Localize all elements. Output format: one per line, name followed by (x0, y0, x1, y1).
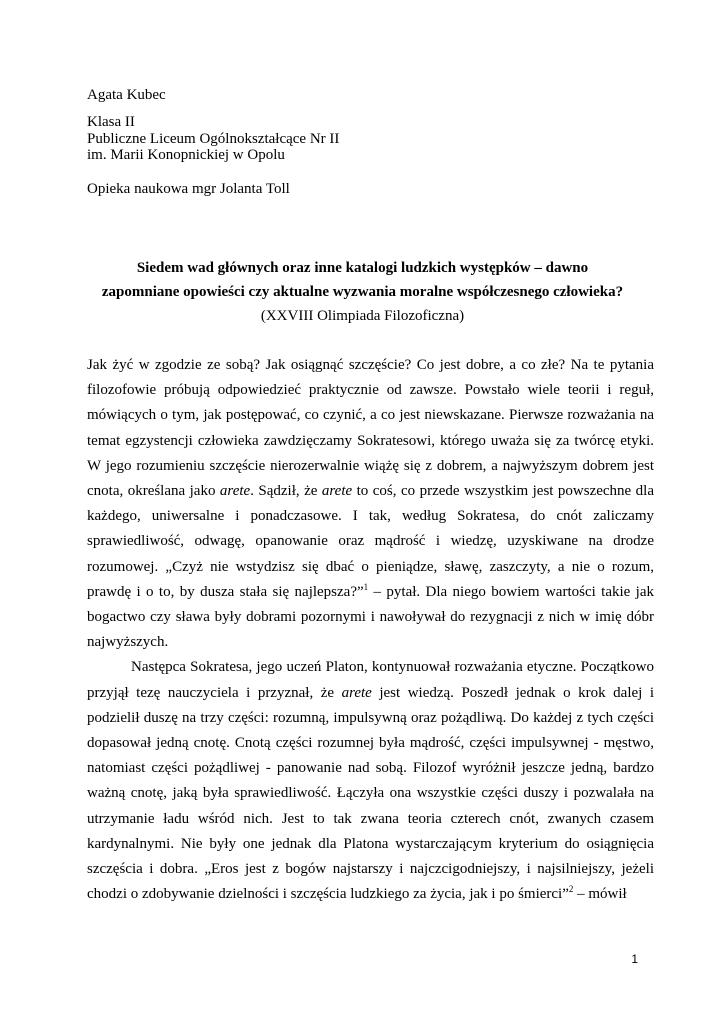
page-number: 1 (631, 952, 638, 966)
essay-title-line-1: Siedem wad głównych oraz inne katalogi ludzkich występków – dawno (136, 260, 589, 276)
text-run: Następca Sokratesa, jego uczeń Platon, kontynuował rozważania etyczne. Początkowo przyjął tezę nauczyciela i przyznał, że (87, 659, 654, 701)
text-run: jest wiedzą. Poszedł jednak o krok dalej i podzielił duszę na trzy części: rozumną, impulsywną oraz pożądliwą. Do każdej z tych części dopasował jedną cnotę. Cnotą części rozumnej była mądrość, części impulsywnej - męstwo, natomiast części pożądliwej - panowanie nad sobą. Filozof wyróżnił jeszcze jedną, bardzo ważną cnotę, jaką była sprawiedliwość. Łączyła ona wszystkie części duszy i pozwalała na utrzymanie ładu wśród nich. Jest to tak zwana teoria czterech cnót, zwanych czasem kardynalnymi. Nie były one jednak dla Platona wystarczającym kryterium do osiągnięcia szczęścia i dobra. „Eros jest z bogów najstarszy i najczcigodniejszy, i najsilniejszy, jeżeli chodzi o zdobywanie dzielności i szczęścia ludzkiego za życia, jak i po śmierci” (87, 684, 655, 903)
school-name: Publiczne Liceum Ogólnokształcące Nr II (87, 131, 340, 147)
text-run: to coś, co przede wszystkim jest powszechne dla każdego, uniwersalne i ponadczasowe. I tak, według Sokratesa, do cnót zaliczamy sprawiedliwość, odwagę, opanowanie oraz mądrość i wiedzę, uzyskiwane na drodze rozumowej. „Czyż nie wstydzisz się dbać o pieniądze, sławę, zaszczyty, a nie o rozum, prawdę i o to, by dusza stała się najlepsza?” (87, 483, 655, 600)
supervisor-line: Opieka naukowa mgr Jolanta Toll (87, 181, 290, 197)
italic-term: arete (341, 684, 372, 701)
class-label: Klasa II (87, 114, 135, 130)
paragraph-2 (87, 655, 654, 907)
text-run: – pytał. Dla niego bowiem wartości takie jak bogactwo czy sława były dobrami pozornymi i nawoływał do rezygnacji z nich w imię dóbr najwyższych. (87, 583, 654, 651)
text-run: . Sądził, że (250, 483, 322, 500)
school-patron: im. Marii Konopnickiej w Opolu (87, 147, 285, 163)
text-run: – mówił (573, 886, 627, 903)
footnote-ref[interactable]: 2 (568, 884, 574, 895)
footnote-ref[interactable]: 1 (363, 581, 369, 592)
essay-body (87, 353, 654, 907)
essay-title-line-2: zapomniane opowieści czy aktualne wyzwania moralne współczesnego człowieka? (101, 284, 624, 300)
italic-term: arete (219, 483, 251, 500)
italic-term: arete (321, 483, 353, 500)
essay-subtitle: (XXVIII Olimpiada Filozoficzna) (260, 308, 465, 324)
paragraph-1 (87, 353, 654, 655)
author-name: Agata Kubec (87, 87, 166, 103)
text-run: Jak żyć w zgodzie ze sobą? Jak osiągnąć szczęście? Co jest dobre, a co złe? Na te pytania filozofowie próbują odpowiedzieć praktycznie od zawsze. Powstało wiele teorii i reguł, mówiących o tym, jak postępować, co czynić, a co jest niewskazane. Pierwsze rozważania na temat egzystencji człowieka zawdzięczamy Sokratesowi, którego uważa się za twórcę etyki. W jego rozumieniu szczęście nierozerwalnie wiążę się z dobrem, a najwyższym dobrem jest cnota, określana jako (87, 357, 654, 500)
